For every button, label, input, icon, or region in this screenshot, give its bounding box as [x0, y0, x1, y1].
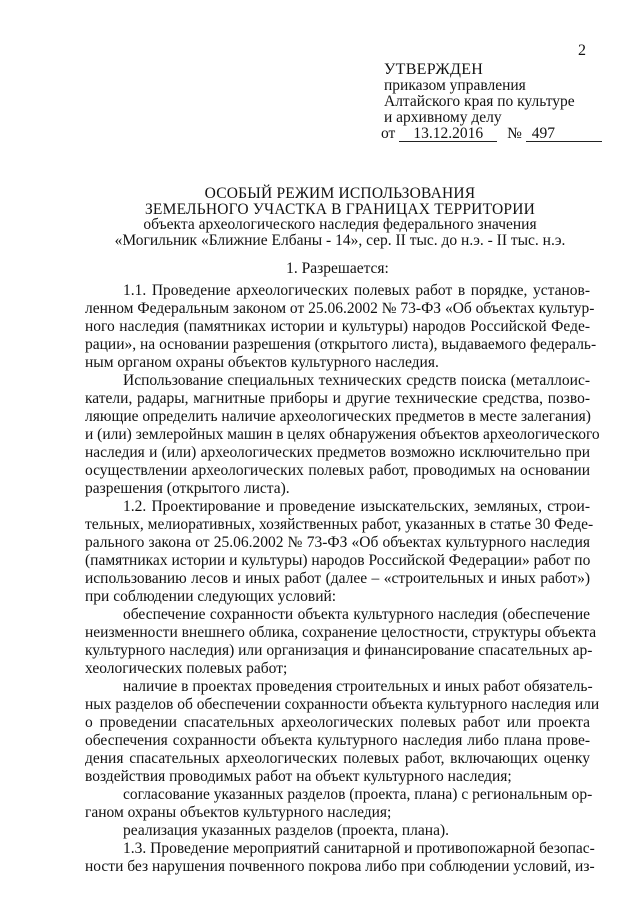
approval-line-1: приказом управления [384, 77, 526, 94]
body-line: 1.1. Проведение археологических полевых работ в порядке, установ- [123, 282, 590, 299]
document-title [40, 186, 640, 248]
approval-date: 13.12.2016 [399, 126, 497, 142]
body-line: разрешения (открытого листа). [85, 480, 290, 497]
approval-line-2: Алтайского края по культуре [384, 93, 575, 110]
body-line: рального закона от 25.06.2002 № 73-ФЗ «Об объектах культурного наследия [85, 534, 590, 551]
approval-line-3: и архивному делу [384, 109, 502, 126]
body-line: 1.2. Проектирование и проведение изыскательских, земляных, строи- [123, 498, 590, 515]
body-line: хеологических полевых работ; [85, 660, 288, 677]
body-line: Использование специальных технических средств поиска (металлоис- [123, 372, 590, 389]
title-line-1: ОСОБЫЙ РЕЖИМ ИСПОЛЬЗОВАНИЯ [204, 185, 476, 202]
body-line: (памятниках истории и культуры) народов Российской Федерации» работ по [85, 552, 591, 569]
title-line-2: ЗЕМЕЛЬНОГО УЧАСТКА В ГРАНИЦАХ ТЕРРИТОРИИ [144, 200, 536, 218]
body-line: ным органом охраны объектов культурного наследия. [85, 354, 439, 371]
body-line: культурного наследия) или организация и финансирование спасательных ар- [85, 642, 593, 659]
approval-date-row [381, 126, 634, 142]
body-line: согласование указанных разделов (проекта, плана) с региональным ор- [123, 786, 593, 803]
body-line: 1.3. Проведение мероприятий санитарной и противопожарной безопас- [123, 840, 595, 857]
body-line: обеспечения сохранности объекта культурного наследия либо плана прове- [85, 732, 590, 749]
approval-block [381, 61, 634, 142]
body-line: наличие в проектах проведения строительных и иных работ обязатель- [123, 678, 593, 695]
body-line: ности без нарушения почвенного покрова либо при соблюдении условий, из- [85, 858, 595, 875]
body-line: воздействия проводимых работ на объект культурного наследия; [85, 768, 512, 785]
page-number: 2 [578, 42, 586, 59]
approval-number: 497 [526, 126, 602, 142]
body-line: ленном Федеральным законом от 25.06.2002 № 73-ФЗ «Об объектах культур- [85, 300, 595, 317]
body-line: обеспечение сохранности объекта культурного наследия (обеспечение [123, 606, 590, 623]
body-line: ного наследия (памятниках истории и культуры) народов Российской Феде- [85, 318, 590, 335]
body-line: реализация указанных разделов (проекта, плана). [123, 822, 449, 839]
body-line: осуществлении археологических полевых работ, проводимых на основании [85, 462, 590, 479]
body-line: тельных, мелиоративных, хозяйственных работ, указанных в статье 30 Феде- [85, 516, 594, 533]
number-prefix: № [507, 125, 522, 142]
title-line-4: «Могильник «Ближние Елбаны - 14», сер. II тыс. до н.э. - II тыс. н.э. [114, 231, 566, 249]
body-line: и (или) землеройных машин в целях обнаружения объектов археологического [85, 426, 600, 443]
document-body [85, 260, 600, 876]
body-line: использованию лесов и иных работ (далее – «строительных и иных работ») [85, 570, 590, 587]
body-line: о проведении спасательных археологических полевых работ или проекта [85, 714, 590, 731]
body-line: катели, радары, магнитные приборы и другие технические средства, позво- [85, 390, 590, 407]
title-line-3: объекта археологического наследия федерального значения [143, 216, 537, 233]
section-heading: 1. Разрешается: [286, 260, 389, 277]
body-line: ных разделов об обеспечении сохранности объекта культурного наследия или [85, 696, 600, 713]
body-line: ляющие определить наличие археологических предметов в месте залегания) [85, 408, 591, 425]
body-line: дения спасательных археологических полевых работ, включающих оценку [85, 750, 590, 767]
body-line: неизменности внешнего облика, сохранение целостности, структуры объекта [85, 624, 597, 641]
body-line: рации», на основании разрешения (открытого листа), выдаваемого федераль- [85, 336, 597, 353]
body-line: при соблюдении следующих условий: [85, 588, 337, 605]
body-line: наследия и (или) археологических предметов возможно исключительно при [85, 444, 590, 461]
date-prefix: от [381, 125, 396, 142]
body-line: ганом охраны объектов культурного наследия; [85, 804, 392, 821]
approval-heading: УТВЕРЖДЕН [384, 61, 484, 78]
